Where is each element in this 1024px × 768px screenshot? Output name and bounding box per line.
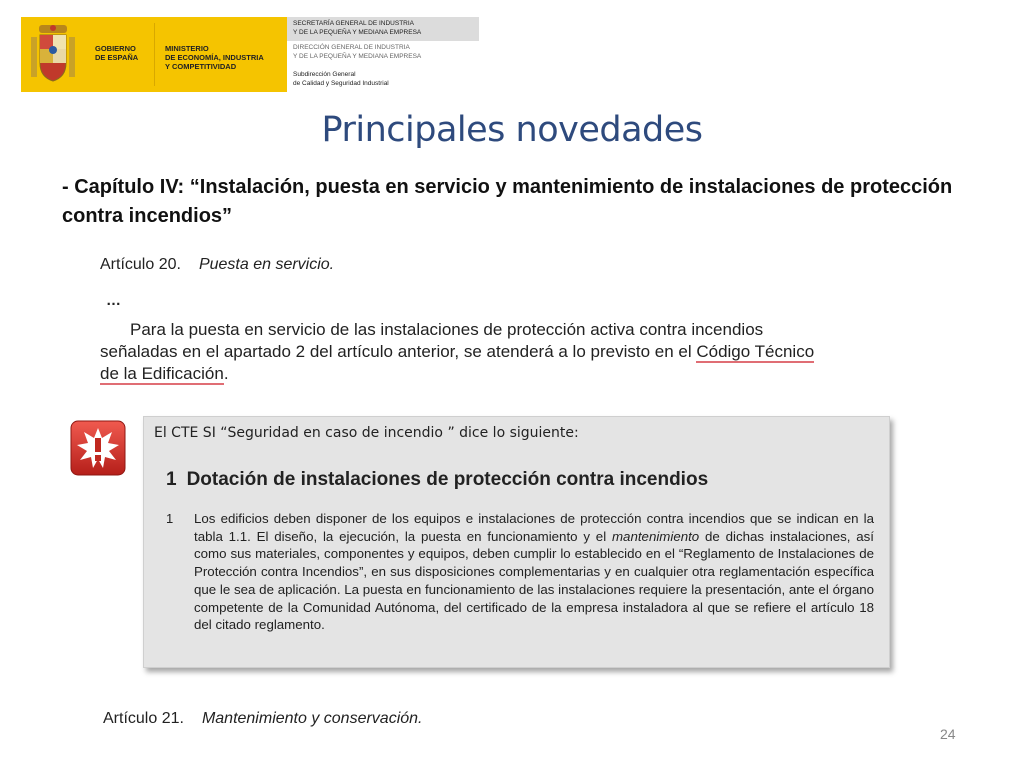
gobierno-label: GOBIERNO DE ESPAÑA [95,44,139,62]
ellipsis: … [106,292,121,309]
subdireccion-label: Subdirección General de Calidad y Seguridad Industrial [293,71,389,87]
alert-icon [70,420,126,476]
cte-intro: El CTE SI “Seguridad en caso de incendio ” dice lo siguiente: [154,425,579,441]
cte-heading-text: Dotación de instalaciones de protección contra incendios [186,469,709,490]
divider [154,23,155,86]
cte-paragraph-italic: mantenimiento [611,528,700,544]
cte-paragraph-number: 1 [166,511,174,526]
cte-quote-box [143,416,890,668]
chapter-heading: - Capítulo IV: “Instalación, puesta en servicio y mantenimiento de instalaciones de protección contra incendios” [62,176,953,227]
secretaria-panel [287,17,479,92]
article-20-heading [100,256,334,274]
cte-paragraph-part-a: Los edificios deben disponer de los equipos e instalaciones de protección contra incendios que se indican en la tabla 1.1. El diseño, la ejecución, la puesta en funcionamiento y el [194,511,874,544]
article-21-heading [103,710,423,728]
secretaria-box [287,17,479,41]
cte-heading-number: 1 [166,469,177,490]
article-20-label: Artículo 20. [100,256,181,273]
article-21-title: Mantenimiento y conservación. [201,710,423,727]
cte-paragraph [194,510,874,634]
article-20-text: Para la puesta en servicio de las instalaciones de protección activa contra incendios señaladas en el apartado 2 del artículo anterior, se atenderá a lo previsto en el [100,320,764,361]
slide-title: Principales novedades [321,110,703,150]
secretaria-label: SECRETARÍA GENERAL DE INDUSTRIA Y DE LA PEQUEÑA Y MEDIANA EMPRESA [293,20,422,36]
article-20-title: Puesta en servicio. [198,256,335,273]
cte-section-heading [166,469,708,491]
header-banner [21,17,479,92]
cte-reference: Código Técnico de la Edificación [100,342,815,383]
cte-paragraph-part-b: de dichas instalaciones, así como sus materiales, componentes y equipos, deben cumplir lo establecido en el “Reglamento de Instalaciones de Protección contra Incendios”, en sus disposiciones complementarias y en cualquier otra reglamentación específica que le sea de aplicación. La puesta en funcionamiento de las instalaciones requiere la presentación, ante el órgano competente de la Comunidad Autónoma, del certificado de la empresa instaladora al que se refiere el artículo 18 del citado reglamento. [194,528,874,633]
article-21-label: Artículo 21. [103,710,184,727]
ministerio-label: MINISTERIO DE ECONOMÍA, INDUSTRIA Y COMPETITIVIDAD [165,44,264,71]
article-20-body [100,319,820,385]
page-number: 24 [940,726,956,742]
coat-of-arms-icon [29,25,77,85]
direccion-label: DIRECCIÓN GENERAL DE INDUSTRIA Y DE LA PEQUEÑA Y MEDIANA EMPRESA [293,44,422,60]
article-20-period: . [223,364,229,383]
